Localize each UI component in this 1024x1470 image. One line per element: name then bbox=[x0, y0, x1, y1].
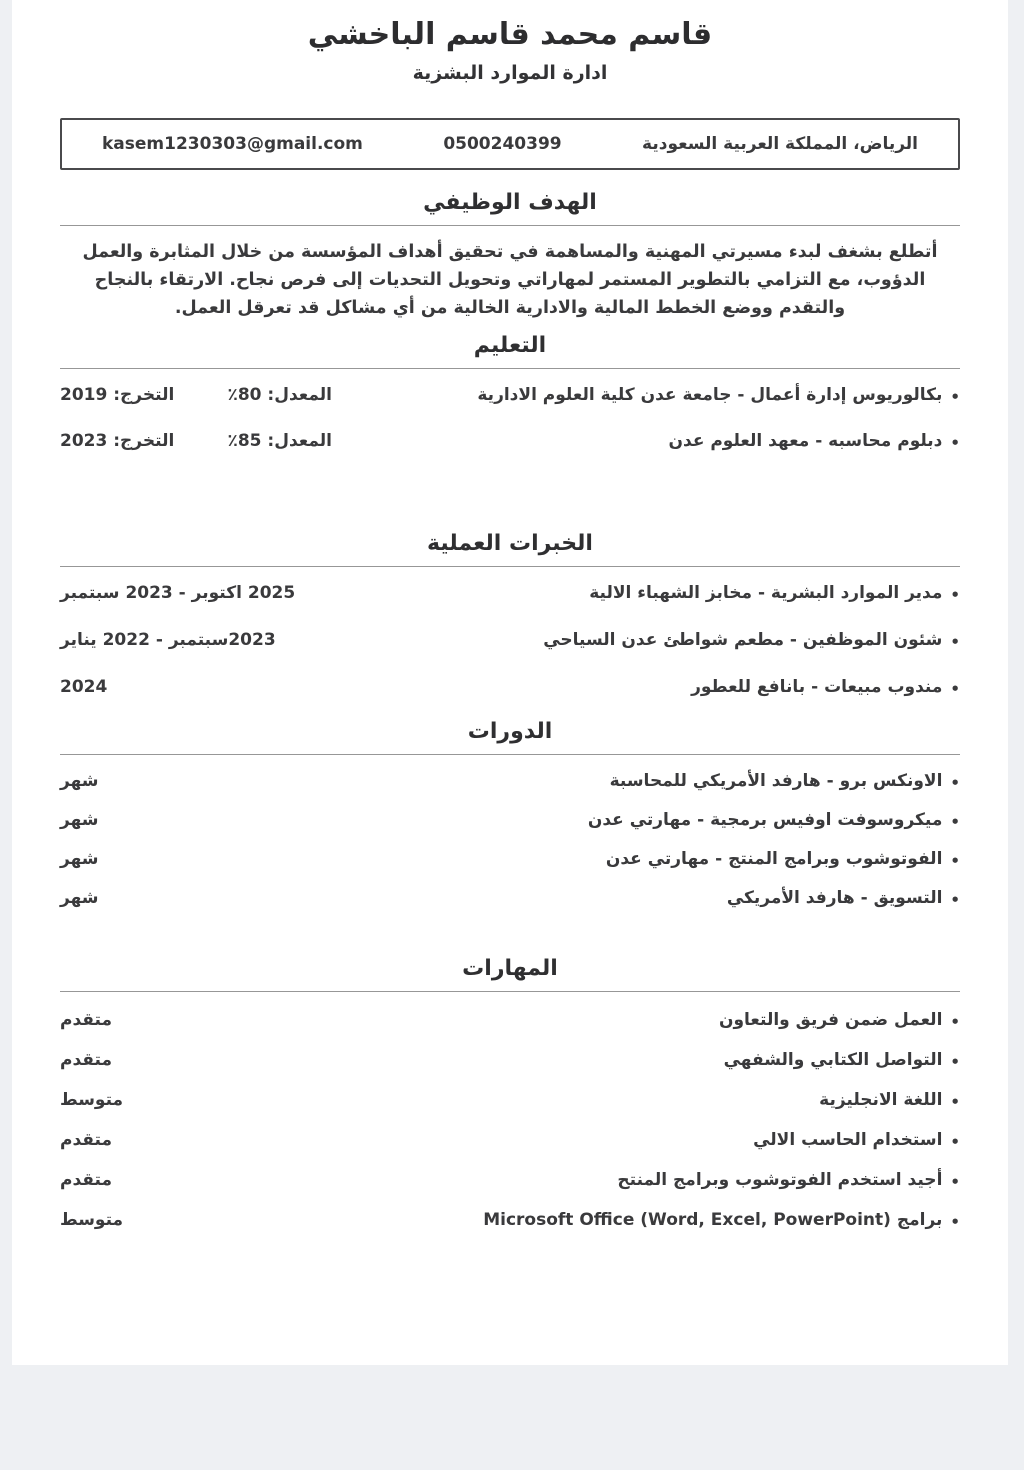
education-degree-text: بكالوريوس إدارة أعمال - جامعة عدن كلية العلوم الادارية bbox=[477, 384, 943, 405]
contact-email: kasem1230303@gmail.com bbox=[102, 133, 363, 154]
skill-name-text: أجيد استخدم الفوتوشوب وبرامج المنتح bbox=[617, 1169, 943, 1190]
contact-phone: 0500240399 bbox=[443, 133, 562, 154]
skill-name bbox=[180, 1090, 960, 1114]
course-name-text: الفوتوشوب وبرامج المنتج - مهارتي عدن bbox=[605, 848, 943, 869]
bullet-icon: • bbox=[950, 1212, 960, 1231]
section-title-experience: الخبرات العملية bbox=[427, 530, 593, 556]
course-name-text: الاونكس برو - هارفد الأمريكي للمحاسبة bbox=[609, 770, 943, 791]
education-gpa: المعدل: 80٪ bbox=[227, 384, 332, 405]
course-name bbox=[180, 810, 960, 834]
objective-text: أتطلع بشغف لبدء مسيرتي المهنية والمساهمة في تحقيق أهداف المؤسسة من خلال المثابرة والعمل الدؤوب، مع التزامي بالتطوير المستمر لمهاراتي وتحويل التحديات إلى فرص نجاح. الارتقاء بالنجاح والتقدم ووضع الخطط المالية والادارية الخالية من أي مشاكل قد تعرقل العمل. bbox=[82, 241, 938, 319]
course-row bbox=[60, 810, 960, 834]
course-name bbox=[180, 771, 960, 795]
course-duration: شهر bbox=[60, 770, 99, 791]
divider bbox=[60, 225, 960, 226]
skill-level: متقدم bbox=[60, 1049, 112, 1070]
skill-name-text: استخدام الحاسب الالي bbox=[753, 1129, 943, 1150]
bullet-icon: • bbox=[950, 387, 960, 406]
bullet-icon: • bbox=[950, 1052, 960, 1071]
skill-name bbox=[180, 1210, 960, 1234]
bullet-icon: • bbox=[950, 585, 960, 604]
candidate-name: قاسم محمد قاسم الباخشي bbox=[307, 17, 713, 52]
skill-name-text: العمل ضمن فريق والتعاون bbox=[718, 1009, 943, 1030]
experience-role-text: مدير الموارد البشرية - مخابز الشهباء الالية bbox=[589, 582, 943, 603]
education-row bbox=[60, 385, 960, 409]
skill-name bbox=[180, 1170, 960, 1194]
skill-row bbox=[60, 1010, 960, 1034]
course-name bbox=[180, 888, 960, 912]
education-gpa: المعدل: 85٪ bbox=[227, 430, 332, 451]
skill-name bbox=[180, 1010, 960, 1034]
skill-name-text: برامج Microsoft Office (Word, Excel, PowerPoint) bbox=[483, 1209, 943, 1230]
course-row bbox=[60, 771, 960, 795]
section-title-skills: المهارات bbox=[462, 955, 558, 981]
resume-page bbox=[12, 0, 1008, 1365]
resume-content bbox=[12, 0, 1008, 1234]
course-name bbox=[180, 849, 960, 873]
education-meta bbox=[60, 385, 332, 405]
course-name-text: ميكروسوفت اوفيس برمجية - مهارتي عدن bbox=[587, 809, 943, 830]
skill-level: متقدم bbox=[60, 1169, 112, 1190]
bullet-icon: • bbox=[950, 632, 960, 651]
education-degree bbox=[332, 385, 960, 409]
education-meta bbox=[60, 431, 332, 451]
divider bbox=[60, 754, 960, 755]
experience-row bbox=[60, 677, 960, 701]
skill-name-text: التواصل الكتابي والشفهي bbox=[723, 1049, 943, 1070]
education-degree bbox=[332, 431, 960, 455]
experience-role bbox=[295, 583, 960, 607]
bullet-icon: • bbox=[950, 890, 960, 909]
course-row bbox=[60, 888, 960, 912]
skill-level: متوسط bbox=[60, 1089, 124, 1110]
section-title-objective: الهدف الوظيفي bbox=[423, 189, 597, 215]
skill-level: متقدم bbox=[60, 1009, 112, 1030]
experience-period: 2025 اكتوبر - 2023 سبتمبر bbox=[60, 582, 296, 603]
experience-role bbox=[276, 630, 960, 654]
education-graduation: التخرج: 2019 bbox=[60, 384, 175, 405]
skill-name-text: اللغة الانجليزية bbox=[819, 1089, 943, 1110]
course-name-text: التسويق - هارفد الأمريكي bbox=[726, 887, 943, 908]
bullet-icon: • bbox=[950, 812, 960, 831]
bullet-icon: • bbox=[950, 1172, 960, 1191]
course-duration: شهر bbox=[60, 887, 99, 908]
divider bbox=[60, 368, 960, 369]
experience-role-text: مندوب مبيعات - بانافع للعطور bbox=[691, 676, 943, 697]
skill-level: متقدم bbox=[60, 1129, 112, 1150]
bullet-icon: • bbox=[950, 851, 960, 870]
bullet-icon: • bbox=[950, 1132, 960, 1151]
bullet-icon: • bbox=[950, 773, 960, 792]
skill-row bbox=[60, 1090, 960, 1114]
experience-role bbox=[180, 677, 960, 701]
skill-level: متوسط bbox=[60, 1209, 124, 1230]
skill-row bbox=[60, 1170, 960, 1194]
section-title-courses: الدورات bbox=[467, 718, 553, 744]
section-title-education: التعليم bbox=[473, 332, 547, 358]
course-duration: شهر bbox=[60, 809, 99, 830]
experience-row bbox=[60, 630, 960, 654]
skill-name bbox=[180, 1130, 960, 1154]
bullet-icon: • bbox=[950, 433, 960, 452]
divider bbox=[60, 566, 960, 567]
skill-name bbox=[180, 1050, 960, 1074]
experience-period: 2024 bbox=[60, 676, 108, 697]
candidate-job-title: ادارة الموارد البشزية bbox=[412, 61, 608, 84]
education-row bbox=[60, 431, 960, 455]
skill-row bbox=[60, 1050, 960, 1074]
contact-location: الرياض، المملكة العربية السعودية bbox=[642, 133, 918, 154]
education-degree-text: دبلوم محاسبه - معهد العلوم عدن bbox=[668, 430, 943, 451]
experience-role-text: شئون الموظفين - مطعم شواطئ عدن السياحي bbox=[543, 629, 943, 650]
bullet-icon: • bbox=[950, 1092, 960, 1111]
bullet-icon: • bbox=[950, 679, 960, 698]
course-row bbox=[60, 849, 960, 873]
bullet-icon: • bbox=[950, 1012, 960, 1031]
divider bbox=[60, 991, 960, 992]
contact-bar bbox=[60, 118, 960, 170]
experience-row bbox=[60, 583, 960, 607]
skill-row bbox=[60, 1210, 960, 1234]
course-duration: شهر bbox=[60, 848, 99, 869]
skill-row bbox=[60, 1130, 960, 1154]
experience-period: 2023سبتمبر - 2022 يناير bbox=[60, 629, 276, 650]
education-graduation: التخرج: 2023 bbox=[60, 430, 175, 451]
